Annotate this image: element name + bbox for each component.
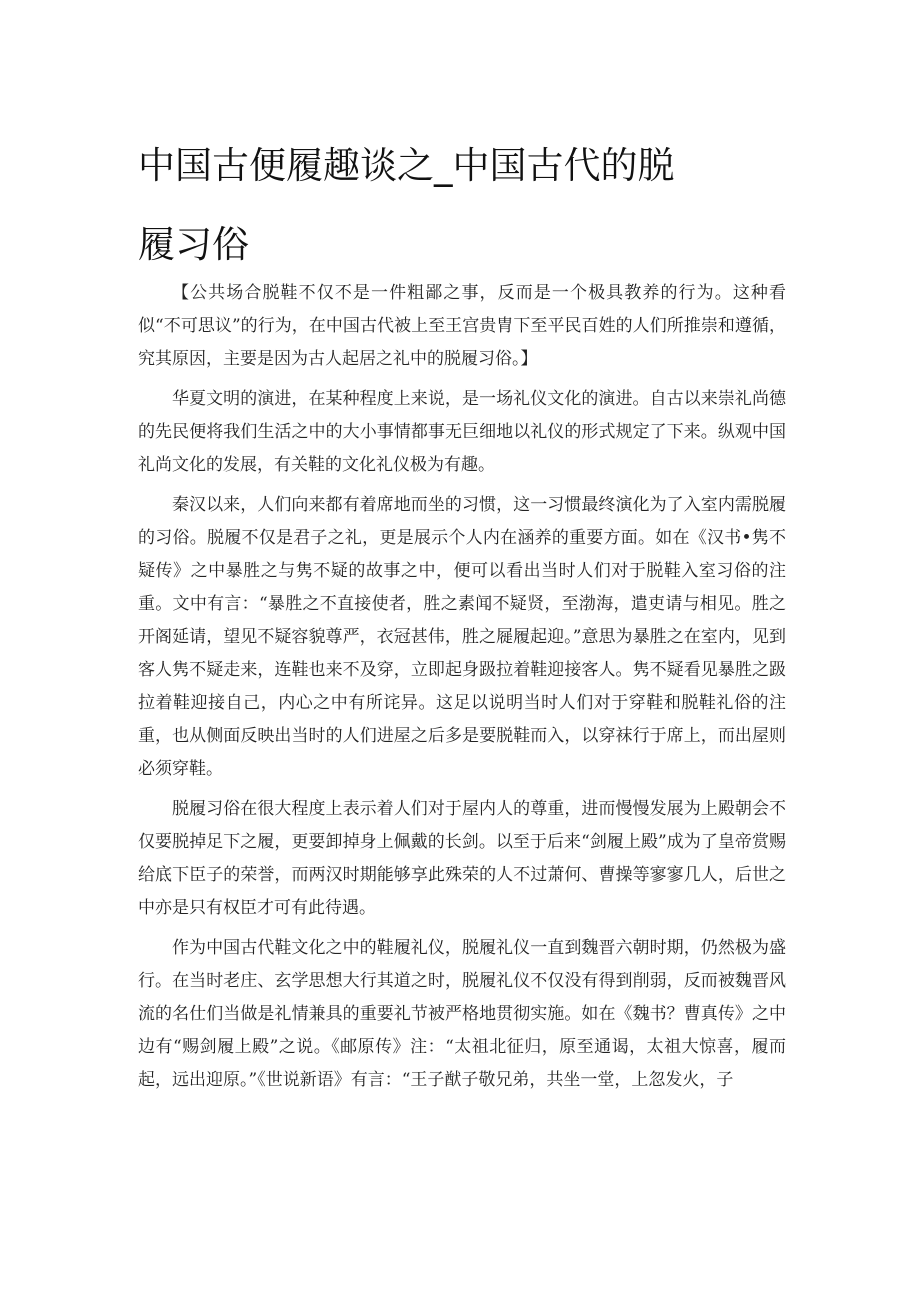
document-body (138, 277, 786, 1104)
paragraph-abstract: 【公共场合脱鞋不仅不是一件粗鄙之事，反而是一个极具教养的行为。这种看似“不可思议”的行为，在中国古代被上至王宫贵胄下至平民百姓的人们所推崇和遵循，究其原因，主要是因为古人起居之礼中的脱履习俗。】 (138, 283, 786, 369)
paragraph-2: 秦汉以来，人们向来都有着席地而坐的习惯，这一习惯最终演化为了入室内需脱履的习俗。脱履不仅是君子之礼，更是展示个人内在涵养的重要方面。如在《汉书•隽不疑传》之中暴胜之与隽不疑的故事之中，便可以看出当时人们对于脱鞋入室习俗的注重。文中有言：“暴胜之不直接使者，胜之素闻不疑贤，至渤海，遣吏请与相见。胜之开阁延请，望见不疑容貌尊严，衣冠甚伟，胜之屣履起迎。”意思为暴胜之在室内，见到客人隽不疑走来，连鞋也来不及穿，立即起身趿拉着鞋迎接客人。隽不疑看见暴胜之趿拉着鞋迎接自己，内心之中有所诧异。这足以说明当时人们对于穿鞋和脱鞋礼俗的注重，也从侧面反映出当时的人们进屋之后多是要脱鞋而入，以穿袜行于席上，而出屋则必须穿鞋。 (138, 495, 786, 779)
paragraph-1: 华夏文明的演进，在某种程度上来说，是一场礼仪文化的演进。自古以来崇礼尚德的先民便将我们生活之中的大小事情都事无巨细地以礼仪的形式规定了下来。纵观中国礼尚文化的发展，有关鞋的文化礼仪极为有趣。 (138, 389, 786, 475)
paragraph-4: 作为中国古代鞋文化之中的鞋履礼仪，脱履礼仪一直到魏晋六朝时期，仍然极为盛行。在当时老庄、玄学思想大行其道之时，脱履礼仪不仅没有得到削弱，反而被魏晋风流的名仕们当做是礼情兼具的重要礼节被严格地贯彻实施。如在《魏书？曹真传》之中边有“赐剑履上殿”之说。《邮原传》注：“太祖北征归，原至通谒，太祖大惊喜，履而起，远出迎原。”《世说新语》有言：“王子猷子敬兄弟，共坐一堂，上忽发火，子 (138, 938, 786, 1090)
document-title: 中国古便履趣谈之_中国古代的脱履习俗 (138, 144, 675, 266)
paragraph-3: 脱履习俗在很大程度上表示着人们对于屋内人的尊重，进而慢慢发展为上殿朝会不仅要脱掉足下之履，更要卸掉身上佩戴的长剑。以至于后来“剑履上殿”成为了皇帝赏赐给底下臣子的荣誉，而两汉时期能够享此殊荣的人不过萧何、曹操等寥寥几人，后世之中亦是只有权臣才可有此待遇。 (138, 799, 786, 918)
